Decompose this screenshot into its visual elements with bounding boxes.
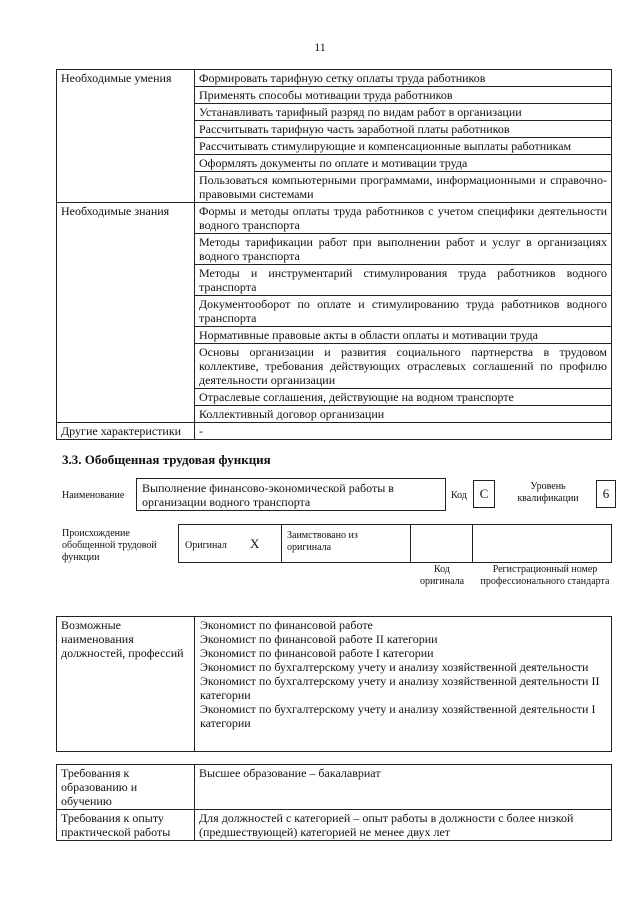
skill-item: Устанавливать тарифный разряд по видам работ в организации: [195, 104, 612, 121]
original-mark: X: [250, 536, 260, 551]
row-label-other: Другие характеристики: [57, 423, 195, 440]
origin-label: Происхождение обобщенной трудовой функции: [62, 528, 157, 563]
section-title: 3.3. Обобщенная трудовая функция: [62, 452, 271, 467]
position-item: Экономист по бухгалтерскому учету и анализу хозяйственной деятельности II категории: [200, 674, 600, 702]
origin-divider: [281, 525, 282, 562]
position-item: Экономист по финансовой работе I категории: [200, 646, 434, 660]
requirement-label: Требования к образованию и обучению: [57, 765, 195, 810]
origin-divider: [472, 525, 473, 562]
row-label-skills: Необходимые умения: [57, 70, 195, 203]
knowledge-item: Нормативные правовые акты в области оплаты и мотивации труда: [195, 327, 612, 344]
code-origin-caption: Код оригинала: [419, 564, 465, 587]
table-row: [57, 203, 612, 234]
requirement-label: Требования к опыту практической работы: [57, 810, 195, 841]
knowledge-item: Методы и инструментарий стимулирования труда работников водного транспорта: [195, 265, 612, 296]
code-value: C: [473, 480, 495, 508]
skill-item: Пользоваться компьютерными программами, информационными и справочно-правовыми системами: [195, 172, 612, 203]
knowledge-item: Документооборот по оплате и стимулированию труда работников водного транспорта: [195, 296, 612, 327]
origin-divider: [410, 525, 411, 562]
knowledge-item: Коллективный договор организации: [195, 406, 612, 423]
table-row: [57, 810, 612, 841]
knowledge-item: Формы и методы оплаты труда работников с учетом специфики деятельности водного транспорта: [195, 203, 612, 234]
row-label-knowledge: Необходимые знания: [57, 203, 195, 423]
knowledge-item: Основы организации и развития социального партнерства в трудовом коллективе, требования действующих отраслевых соглашений по профилю деятельности организации: [195, 344, 612, 389]
positions-list: [195, 617, 612, 752]
position-item: Экономист по бухгалтерскому учету и анализу хозяйственной деятельности: [200, 660, 589, 674]
positions-table: [56, 616, 612, 752]
skill-item: Оформлять документы по оплате и мотивации труда: [195, 155, 612, 172]
reg-number-caption: Регистрационный номер профессионального стандарта: [480, 564, 610, 587]
original-label: Оригинал: [185, 540, 227, 551]
skill-item: Рассчитывать тарифную часть заработной платы работников: [195, 121, 612, 138]
requirement-value: Высшее образование – бакалавриат: [195, 765, 612, 810]
position-item: Экономист по финансовой работе II категории: [200, 632, 438, 646]
table-row: [57, 423, 612, 440]
borrowed-label: Заимствовано из оригинала: [287, 530, 358, 553]
skill-item: Рассчитывать стимулирующие и компенсационные выплаты работникам: [195, 138, 612, 155]
table-row: [57, 617, 612, 752]
skills-knowledge-table: [56, 69, 612, 440]
level-label: Уровень квалификации: [517, 481, 579, 504]
table-row: [57, 70, 612, 87]
positions-label: Возможные наименования должностей, профессий: [57, 617, 195, 752]
requirements-table: [56, 764, 612, 841]
skill-item: Формировать тарифную сетку оплаты труда работников: [195, 70, 612, 87]
other-item: -: [195, 423, 612, 440]
position-item: Экономист по бухгалтерскому учету и анализу хозяйственной деятельности I категории: [200, 702, 596, 730]
requirement-value: Для должностей с категорией – опыт работы в должности с более низкой (предшествующей) категорией не менее двух лет: [195, 810, 612, 841]
name-label: Наименование: [62, 490, 125, 501]
level-value: 6: [596, 480, 616, 508]
page-number: 11: [314, 40, 326, 54]
skill-item: Применять способы мотивации труда работников: [195, 87, 612, 104]
table-row: [57, 765, 612, 810]
knowledge-item: Отраслевые соглашения, действующие на водном транспорте: [195, 389, 612, 406]
knowledge-item: Методы тарификации работ при выполнении работ и услуг в организациях водного транспорта: [195, 234, 612, 265]
name-value: Выполнение финансово-экономической работы в организации водного транспорта: [136, 478, 446, 511]
position-item: Экономист по финансовой работе: [200, 618, 373, 632]
code-label: Код: [451, 490, 467, 501]
